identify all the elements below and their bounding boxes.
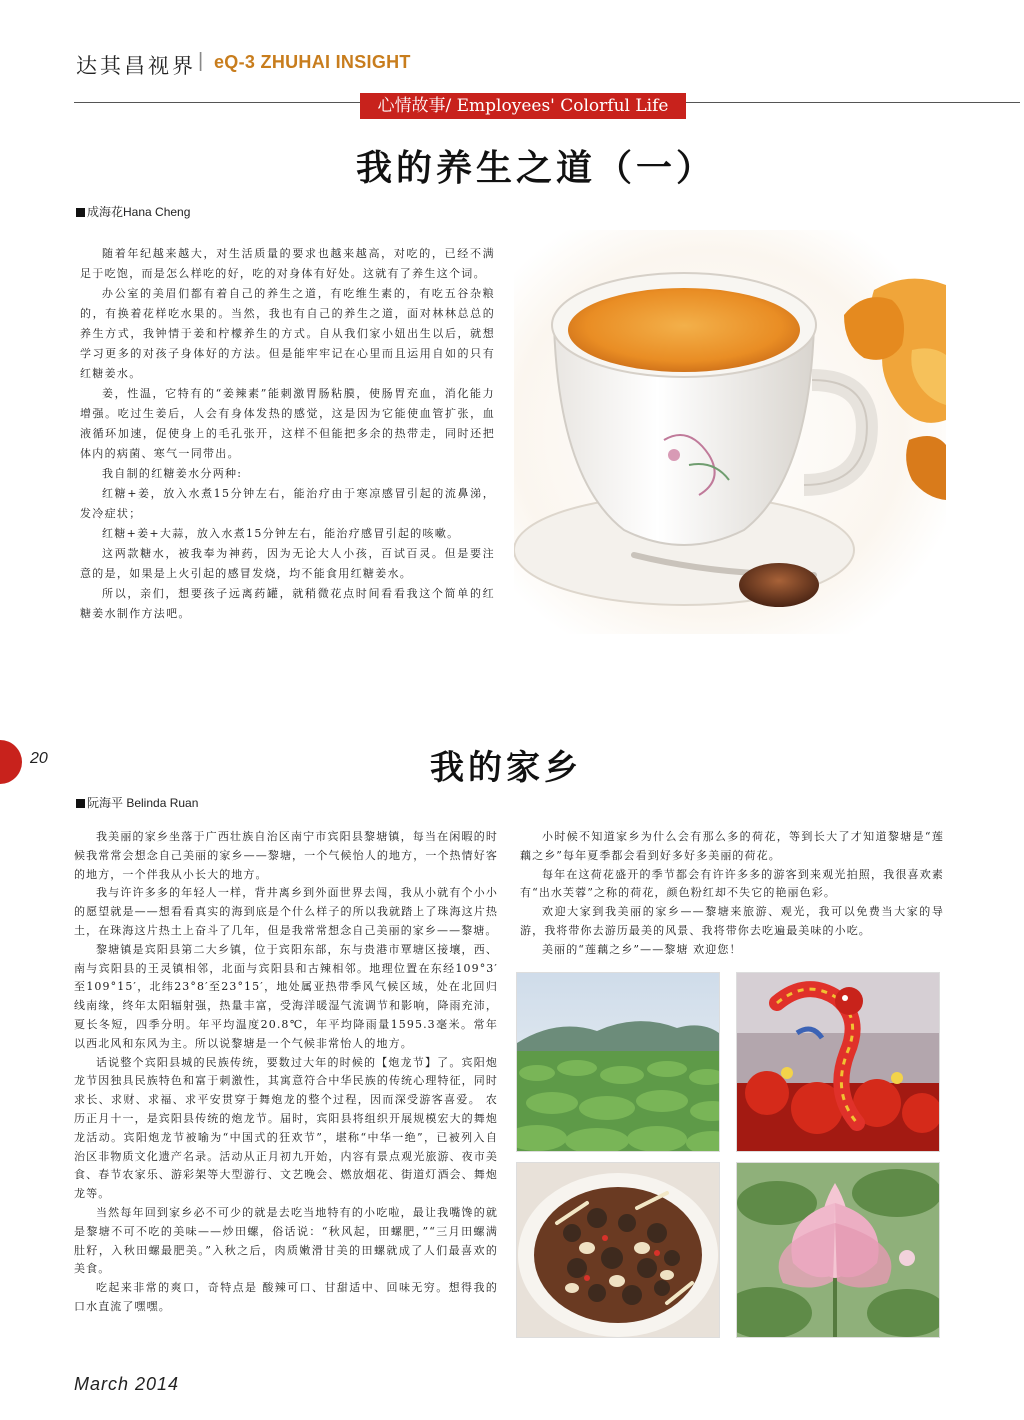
paragraph: 红糖+姜，放入水煮15分钟左右，能治疗由于寒凉感冒引起的流鼻涕，发冷症状； [80, 487, 495, 520]
paragraph: 红糖+姜+大蒜，放入水煮15分钟左右，能治疗感冒引起的咳嗽。 [102, 527, 460, 540]
lotus-field-photo [516, 972, 720, 1152]
fried-snails-photo [516, 1162, 720, 1338]
paragraph: 我与许许多多的年轻人一样，背井离乡到外面世界去闯，我从小就有个小小的愿望就是——想看看真实的海到底是个什么样子的所以我就踏上了珠海这片热土，在珠海这片热土上奋斗了几年，但是我常常想念自己美丽的家乡——黎塘。 [74, 886, 498, 937]
issue-date: March 2014 [74, 1374, 180, 1394]
article2-author: 阮海平 Belinda Ruan [87, 796, 199, 810]
article2-right-column [520, 828, 944, 960]
paragraph: 这两款糖水，被我奉为神药，因为无论大人小孩，百试百灵。但是要注意的是，如果是上火引起的感冒发烧，均不能食用红糖姜水。 [80, 547, 495, 580]
paragraph: 当然每年回到家乡必不可少的就是去吃当地特有的小吃啦，最让我嘴馋的就是黎塘不可不吃的美味——炒田螺，俗话说：“秋风起，田螺肥，”“三月田螺满肚籽，入秋田螺最肥美。”入秋之后，肉质嫩滑甘美的田螺就成了人们最喜欢的美食。 [74, 1205, 498, 1276]
paragraph: 黎塘镇是宾阳县第二大乡镇，位于宾阳东部，东与贵港市覃塘区接壤，西、南与宾阳县的王灵镇相邻，北面与宾阳县和古辣相邻。地理位置在东经109°3′至109°15′，北纬23°8′至23°15′，地处属亚热带季风气候区域，处在北回归线南缘，终年太阳辐射强，热量丰富，受海洋暖湿气流调节和影响，降雨充沛，夏长冬短，四季分明。年平均温度20.8℃，年平均降雨量1595.3毫米。常年以西北风和东风为主。所以说黎塘是一个气候非常怡人的地方。 [74, 942, 498, 1050]
article1-title: 我的养生之道（一） [356, 147, 717, 189]
article2-byline [76, 794, 198, 811]
masthead-title: 达其昌视界 [76, 54, 196, 78]
byline-square-icon [76, 799, 85, 808]
paragraph: 我自制的红糖姜水分两种: [102, 467, 243, 480]
page-marker [0, 740, 22, 784]
tea-cup-photo [514, 230, 946, 634]
paragraph: 小时候不知道家乡为什么会有那么多的荷花，等到长大了才知道黎塘是“莲藕之乡”每年夏季都会看到好多好多美丽的荷花。 [520, 830, 944, 862]
lotus-flower-photo [736, 1162, 940, 1338]
article1-body [80, 244, 495, 624]
paragraph: 姜，性温，它特有的“姜辣素”能刺激胃肠粘膜，使肠胃充血，消化能力增强。吃过生姜后，人会有身体发热的感觉，这是因为它能使血管扩张，血液循环加速，促使身上的毛孔张开，这样不但能把多余的热带走，同时还把体内的病菌、寒气一同带出。 [80, 387, 495, 460]
paragraph: 美丽的“莲藕之乡”——黎塘 欢迎您！ [542, 942, 742, 956]
paragraph: 所以，亲们，想要孩子远离药罐，就稍微花点时间看看我这个简单的红糖姜水制作方法吧。 [80, 587, 495, 620]
paragraph: 吃起来非常的爽口，奇特点是 酸辣可口、甘甜适中、回味无穷。想得我的口水直流了嘿嘿。 [74, 1281, 498, 1313]
paragraph: 话说整个宾阳县城的民族传统，要数过大年的时候的【炮龙节】了。宾阳炮龙节因独具民族特色和富于刺激性，其寓意符合中华民族的传统心理特征，同时求长、求财、求福、求平安贯穿于舞炮龙的整个过程，因而深受游客喜爱。 农历正月十一，是宾阳县传统的炮龙节。届时，宾阳县将组织开展规模宏大的舞炮龙活动。宾阳炮龙节被喻为“中国式的狂欢节”，堪称“中华一绝”，已被列入自治区非物质文化遗产名录。活动从正月初九开始，内容有景点观光旅游、夜市美食、春节农家乐、游彩架等大型游行、文艺晚会、燃放烟花、街道灯酒会、舞炮龙等。 [74, 1055, 498, 1201]
dragon-festival-photo [736, 972, 940, 1152]
byline-square-icon [76, 208, 85, 217]
paragraph: 随着年纪越来越大，对生活质量的要求也越来越高，对吃的，已经不满足于吃饱，而是怎么样吃的好，吃的对身体有好处。这就有了养生这个词。 [80, 247, 495, 280]
paragraph: 我美丽的家乡坐落于广西壮族自治区南宁市宾阳县黎塘镇，每当在闲暇的时候我常常会想念自己美丽的家乡——黎塘，一个气候怡人的地方，一个热情好客的地方，一个伴我从小长大的地方。 [74, 830, 498, 881]
article2-left-column [74, 828, 498, 1317]
masthead-separator: | [198, 50, 204, 72]
article1-author: 成海花Hana Cheng [87, 205, 191, 219]
paragraph: 办公室的美眉们都有着自己的养生之道，有吃维生素的，有吃五谷杂粮的，有换着花样吃水果的。当然，我也有自己的养生之道，面对林林总总的养生方式，我钟情于姜和柠檬养生的方式。自从我们家小妞出生以后，就想学习更多的对孩子身体好的方法。但是能牢牢记在心里而且运用自如的只有红糖姜水。 [80, 287, 495, 380]
article1-byline [76, 203, 190, 220]
paragraph: 欢迎大家到我美丽的家乡——黎塘来旅游、观光，我可以免费当大家的导游，我将带你去游历最美的风景、我将带你去吃遍最美味的小吃。 [520, 905, 944, 937]
masthead-english: eQ-3 ZHUHAI INSIGHT [214, 52, 411, 72]
page-number: 20 [30, 750, 48, 767]
article2-title: 我的家乡 [430, 748, 582, 788]
paragraph: 每年在这荷花盛开的季节都会有许许多多的游客到来观光拍照，我很喜欢素有“出水芙蓉”之称的荷花，颜色粉红却不失它的艳丽色彩。 [520, 867, 944, 900]
section-tab: 心情故事/ Employees' Colorful Life [360, 93, 686, 119]
